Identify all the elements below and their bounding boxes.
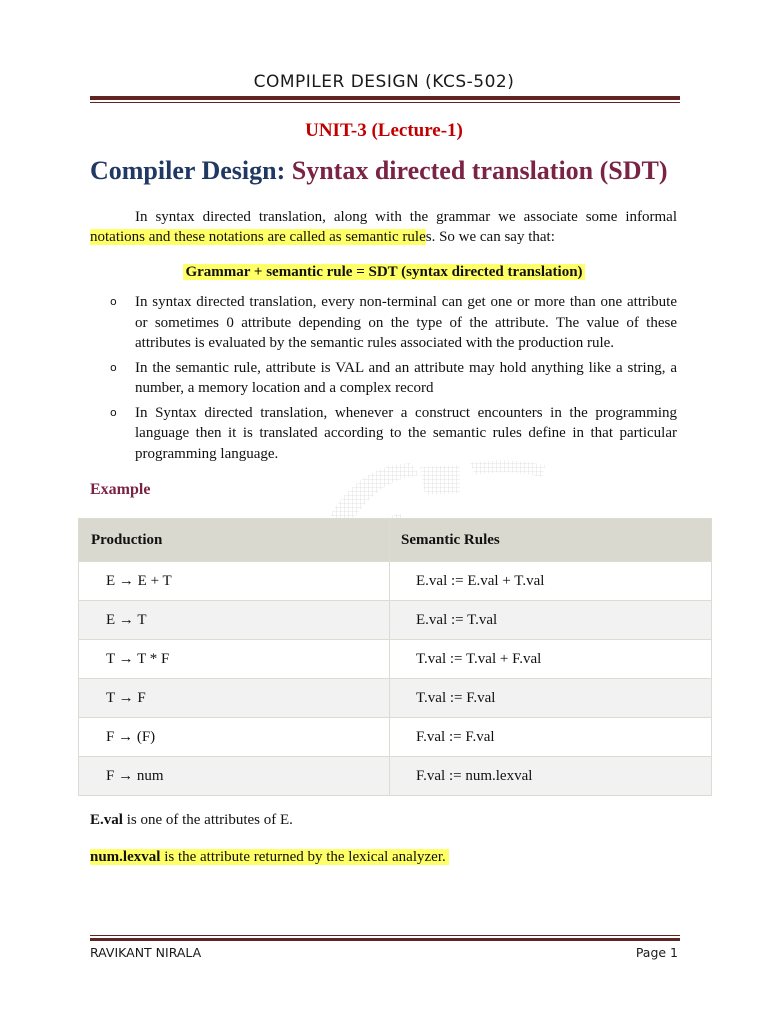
table-row: [79, 757, 712, 796]
table-row: [79, 718, 712, 757]
unit-heading: UNIT-3 (Lecture-1): [305, 120, 463, 141]
production-cell: E → T: [79, 601, 390, 640]
header-rule: [90, 96, 680, 100]
footer-author: RAVIKANT NIRALA: [90, 945, 202, 960]
note-eval: [90, 812, 293, 829]
table-header-row: [79, 519, 712, 562]
rule-cell: E.val := E.val + T.val: [390, 562, 712, 601]
header-rule-thin: [90, 102, 680, 103]
note-highlight: [90, 849, 449, 865]
note-text: is one of the attributes of E.: [122, 812, 293, 828]
sdt-table: [78, 518, 712, 796]
production-cell: T → T * F: [79, 640, 390, 679]
production-cell: F → num: [79, 757, 390, 796]
rule-cell: T.val := F.val: [390, 679, 712, 718]
table-row: [79, 601, 712, 640]
page-number: Page 1: [635, 945, 678, 960]
sdt-formula: [0, 264, 768, 281]
intro-highlight: notations and these notations are called as semantic rule: [90, 229, 426, 245]
intro-text-end: s. So we can say that:: [425, 229, 555, 245]
footer-rule: [90, 938, 680, 941]
bullet-marker: o: [110, 360, 117, 374]
note-term: num.lexval: [90, 849, 161, 865]
table-row: [79, 562, 712, 601]
rule-cell: F.val := F.val: [390, 718, 712, 757]
page-title: [90, 156, 668, 186]
bullet-text: In the semantic rule, attribute is VAL and an attribute may hold anything like a string, a number, a memory location and a complex record: [135, 359, 677, 396]
table-row: [79, 679, 712, 718]
table-row: [79, 640, 712, 679]
bullet-list: [110, 292, 677, 468]
note-lexval: [90, 849, 449, 866]
intro-text-start: In syntax directed translation, along with the grammar we associate some informal: [135, 209, 677, 225]
formula-text: Grammar + semantic rule = SDT (syntax directed translation): [185, 264, 583, 280]
column-header-semantic-rules: Semantic Rules: [390, 519, 712, 562]
list-item: [110, 292, 677, 354]
production-cell: E → E + T: [79, 562, 390, 601]
bullet-marker: o: [110, 295, 117, 308]
footer-rule-thin: [90, 935, 680, 936]
running-header: COMPILER DESIGN (KCS-502): [253, 72, 515, 92]
note-text: is the attribute returned by the lexical analyzer.: [160, 849, 446, 865]
title-main: Syntax directed translation (SDT): [291, 156, 668, 185]
bullet-marker: o: [110, 405, 117, 419]
production-cell: T → F: [79, 679, 390, 718]
production-cell: F → (F): [79, 718, 390, 757]
title-prefix: Compiler Design:: [90, 156, 286, 185]
rule-cell: F.val := num.lexval: [390, 757, 712, 796]
column-header-production: Production: [79, 519, 390, 562]
example-heading: Example: [90, 481, 151, 498]
rule-cell: T.val := T.val + F.val: [390, 640, 712, 679]
list-item: [110, 358, 677, 399]
intro-paragraph: [90, 207, 677, 247]
bullet-text: In syntax directed translation, every non-terminal can get one or more than one attribute or sometimes 0 attribute depending on the type of the attribute. The value of these attributes is evaluated by the semantic rules associated with the production rule.: [135, 294, 677, 351]
note-term: E.val: [90, 812, 123, 828]
bullet-text: In Syntax directed translation, whenever a construct encounters in the programming language then it is translated according to the semantic rules define in that particular programming language.: [135, 404, 677, 462]
rule-cell: E.val := T.val: [390, 601, 712, 640]
